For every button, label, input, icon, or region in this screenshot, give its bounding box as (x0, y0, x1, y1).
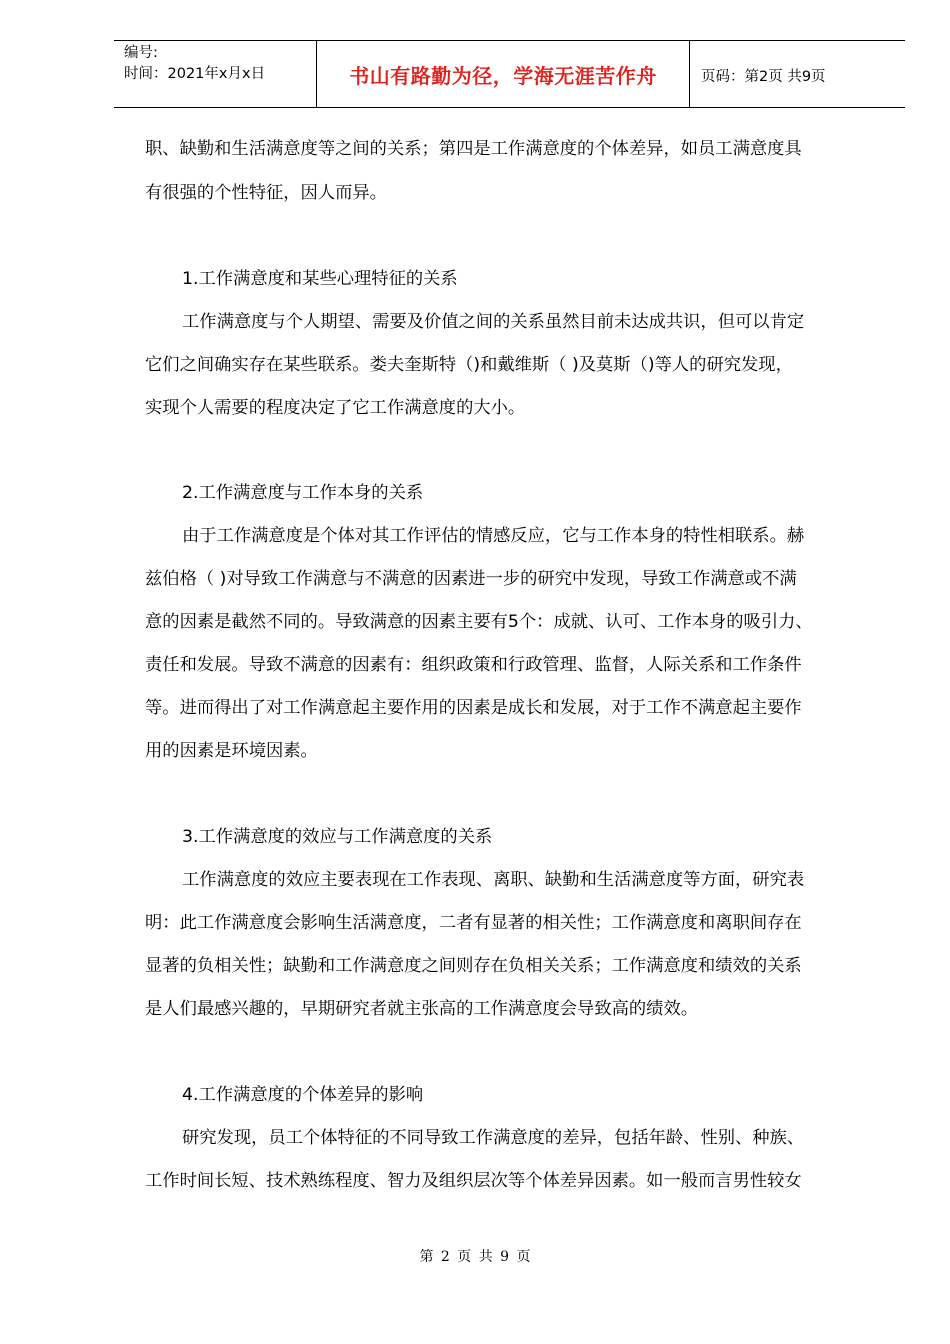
body-line: 工作时间长短、技术熟练程度、智力及组织层次等个体差异因素。如一般而言男性较女 (145, 1171, 802, 1191)
body-line: 用的因素是环境因素。 (145, 741, 318, 761)
body-line: 显著的负相关性；缺勤和工作满意度之间则存在负相关关系；工作满意度和绩效的关系 (145, 956, 802, 976)
body-line: 等。进而得出了对工作满意起主要作用的因素是成长和发展，对于工作不满意起主要作 (145, 698, 802, 718)
body-line: 是人们最感兴趣的，早期研究者就主张高的工作满意度会导致高的绩效。 (145, 999, 699, 1019)
section-heading: 1.工作满意度和某些心理特征的关系 (182, 269, 458, 289)
body-line: 责任和发展。导致不满意的因素有：组织政策和行政管理、监督，人际关系和工作条件 (145, 655, 802, 675)
body-line: 工作满意度与个人期望、需要及价值之间的关系虽然目前未达成共识，但可以肯定 (182, 312, 805, 332)
body-line: 明：此工作满意度会影响生活满意度，二者有显著的相关性；工作满意度和离职间存在 (145, 913, 802, 933)
section-heading: 2.工作满意度与工作本身的关系 (182, 483, 424, 503)
header-divider (689, 41, 690, 107)
header-motto: 书山有路勤为径，学海无涯苦作舟 (349, 63, 657, 88)
time-label: 时间：2021年x月x日 (124, 66, 266, 82)
page-header (114, 40, 905, 108)
body-line: 意的因素是截然不同的。导致满意的因素主要有5个：成就、认可、工作本身的吸引力、 (145, 612, 813, 632)
section-heading: 3.工作满意度的效应与工作满意度的关系 (182, 827, 493, 847)
body-line: 研究发现，员工个体特征的不同导致工作满意度的差异，包括年龄、性别、种族、 (182, 1128, 805, 1148)
body-line: 工作满意度的效应主要表现在工作表现、离职、缺勤和生活满意度等方面，研究表 (182, 870, 805, 890)
body-line: 它们之间确实存在某些联系。娄夫奎斯特（)和戴维斯（ )及莫斯（)等人的研究发现， (145, 355, 793, 375)
body-line: 有很强的个性特征，因人而异。 (145, 183, 387, 203)
body-line: 职、缺勤和生活满意度等之间的关系；第四是工作满意度的个体差异，如员工满意度具 (145, 139, 802, 159)
header-meta (124, 43, 265, 85)
number-label: 编号: (124, 45, 158, 61)
page-footer: 第 2 页 共 9 页 (419, 1249, 531, 1265)
body-line: 由于工作满意度是个体对其工作评估的情感反应，它与工作本身的特性相联系。赫 (182, 526, 805, 546)
body-line: 兹伯格（ )对导致工作满意与不满意的因素进一步的研究中发现，导致工作满意或不满 (145, 569, 797, 589)
body-line: 实现个人需要的程度决定了它工作满意度的大小。 (145, 398, 526, 418)
header-page-label: 页码：第2页 共9页 (701, 69, 826, 85)
section-heading: 4.工作满意度的个体差异的影响 (182, 1085, 424, 1105)
